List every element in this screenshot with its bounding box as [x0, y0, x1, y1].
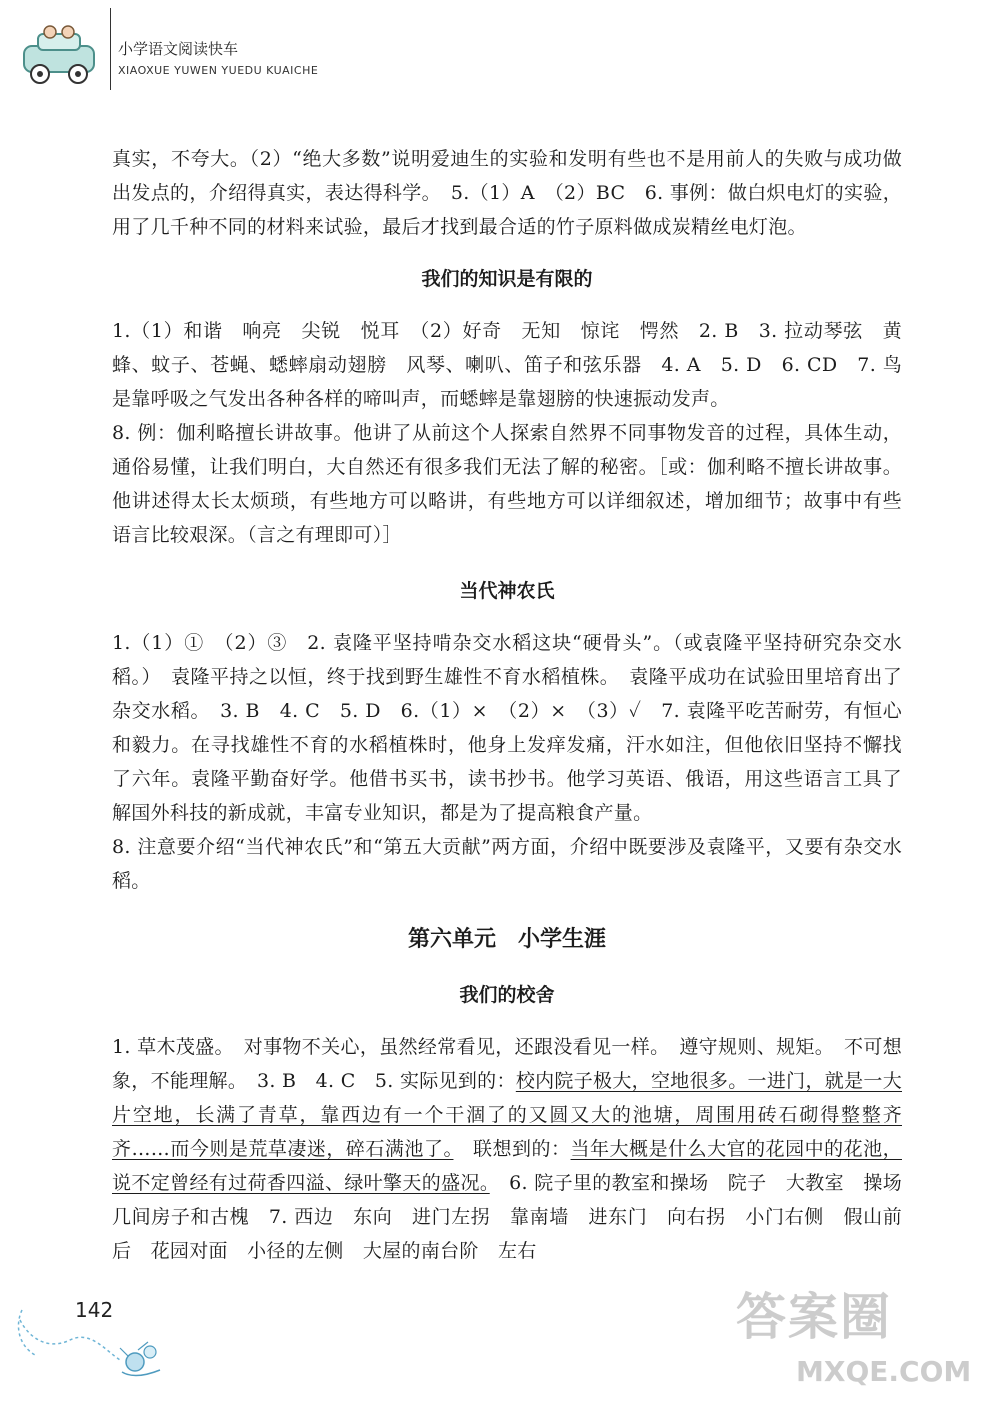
floral-flourish-icon [10, 1280, 180, 1390]
section-heading: 我们的校舍 [459, 984, 555, 1006]
watermark [736, 1277, 986, 1397]
underlined-answer: 当年大概是什么大官的花园中的花池，说不定曾经有过荷香四溢、绿叶擎天的盛况。 [112, 1138, 902, 1194]
section-heading: 当代神农氏 [459, 580, 555, 602]
answer-paragraph: 真实，不夸大。（2）“绝大多数”说明爱迪生的实验和发明有些也不是用前人的失败与成功做出发点的，介绍得真实，表达得科学。 5.（1）A （2）BC 6. 事例：做白炽电灯的实验，用了几千种不同的材料来试验，最后才找到最合适的竹子原料做成炭精丝电灯泡。 [112, 148, 902, 238]
answer-paragraph: 1.（1）① （2）③ 2. 袁隆平坚持啃杂交水稻这块“硬骨头”。（或袁隆平坚持研究杂交水稻。） 袁隆平持之以恒，终于找到野生雄性不育水稻植株。 袁隆平成功在试验田里培育出了杂交水稻。 3. B 4. C 5. D 6.（1）× （2）× （3）✓ 7. 袁隆平吃苦耐劳，有恒心和毅力。在寻找雄性不育的水稻植株时，他身上发痒发痛，汗水如注，但他依旧坚持不懈找了六年。袁隆平勤奋好学。他借书买书，读书抄书。他学习英语、俄语，用这些语言工具了解国外科技的新成就，丰富专业知识，都是为了提高粮食产量。 [112, 632, 902, 824]
book-title: 小学语文阅读快车 [118, 40, 239, 58]
page-header [0, 0, 1000, 120]
underlined-answer: 校内院子极大，空地很多。一进门，就是一大片空地，长满了青草，靠西边有一个干涸了的又圆又大的池塘，周围用砖石砌得整整齐齐……而今则是荒草凄迷，碎石满池了。 [112, 1070, 902, 1160]
answer-paragraph: 8. 注意要介绍“当代神农氏”和“第五大贡献”两方面，介绍中既要涉及袁隆平，又要有杂交水稻。 [112, 836, 902, 892]
answer-text: 1. 草木茂盛。 对事物不关心，虽然经常看见，还跟没看见一样。 遵守规则、规矩。 不可想象，不能理解。 3. B 4. C 5. 实际见到的： [112, 1036, 902, 1092]
car-icon [16, 20, 106, 90]
answer-text: 6. 院子里的教室和操场 院子 大教室 操场 几间房子和古槐 7. 西边 东向 进门左拐 靠南墙 进东门 向右拐 小门右侧 假山前后 花园对面 小径的左侧 大屋的南台阶 左右 [112, 1172, 922, 1262]
page-number: 142 [75, 1298, 114, 1322]
watermark-logo: 答案圈 [736, 1288, 892, 1346]
book-title-pinyin: XIAOXUE YUWEN YUEDU KUAICHE [118, 64, 319, 77]
header-divider [110, 8, 111, 90]
answer-text: 联想到的： [453, 1138, 571, 1160]
answer-paragraph: 1.（1）和谐 响亮 尖锐 悦耳 （2）好奇 无知 惊诧 愕然 2. B 3. 拉动琴弦 黄蜂、蚊子、苍蝇、蟋蟀扇动翅膀 风琴、喇叭、笛子和弦乐器 4. A 5. D 6. CD 7. 鸟是靠呼吸之气发出各种各样的啼叫声，而蟋蟀是靠翅膀的快速振动发声。 [112, 320, 902, 410]
page-footer [0, 1270, 1000, 1405]
watermark-url: MXQE.COM [796, 1355, 972, 1388]
answer-content [112, 142, 922, 1268]
section-heading: 我们的知识是有限的 [421, 268, 593, 290]
answer-paragraph [112, 1030, 922, 1268]
answer-paragraph: 8. 例：伽利略擅长讲故事。他讲了从前这个人探索自然界不同事物发音的过程，具体生动，通俗易懂，让我们明白，大自然还有很多我们无法了解的秘密。［或：伽利略不擅长讲故事。他讲述得太长太烦琐，有些地方可以略讲，有些地方可以详细叙述，增加细节；故事中有些语言比较艰深。（言之有理即可）］ [112, 422, 902, 546]
unit-heading: 第六单元 小学生涯 [407, 927, 606, 952]
